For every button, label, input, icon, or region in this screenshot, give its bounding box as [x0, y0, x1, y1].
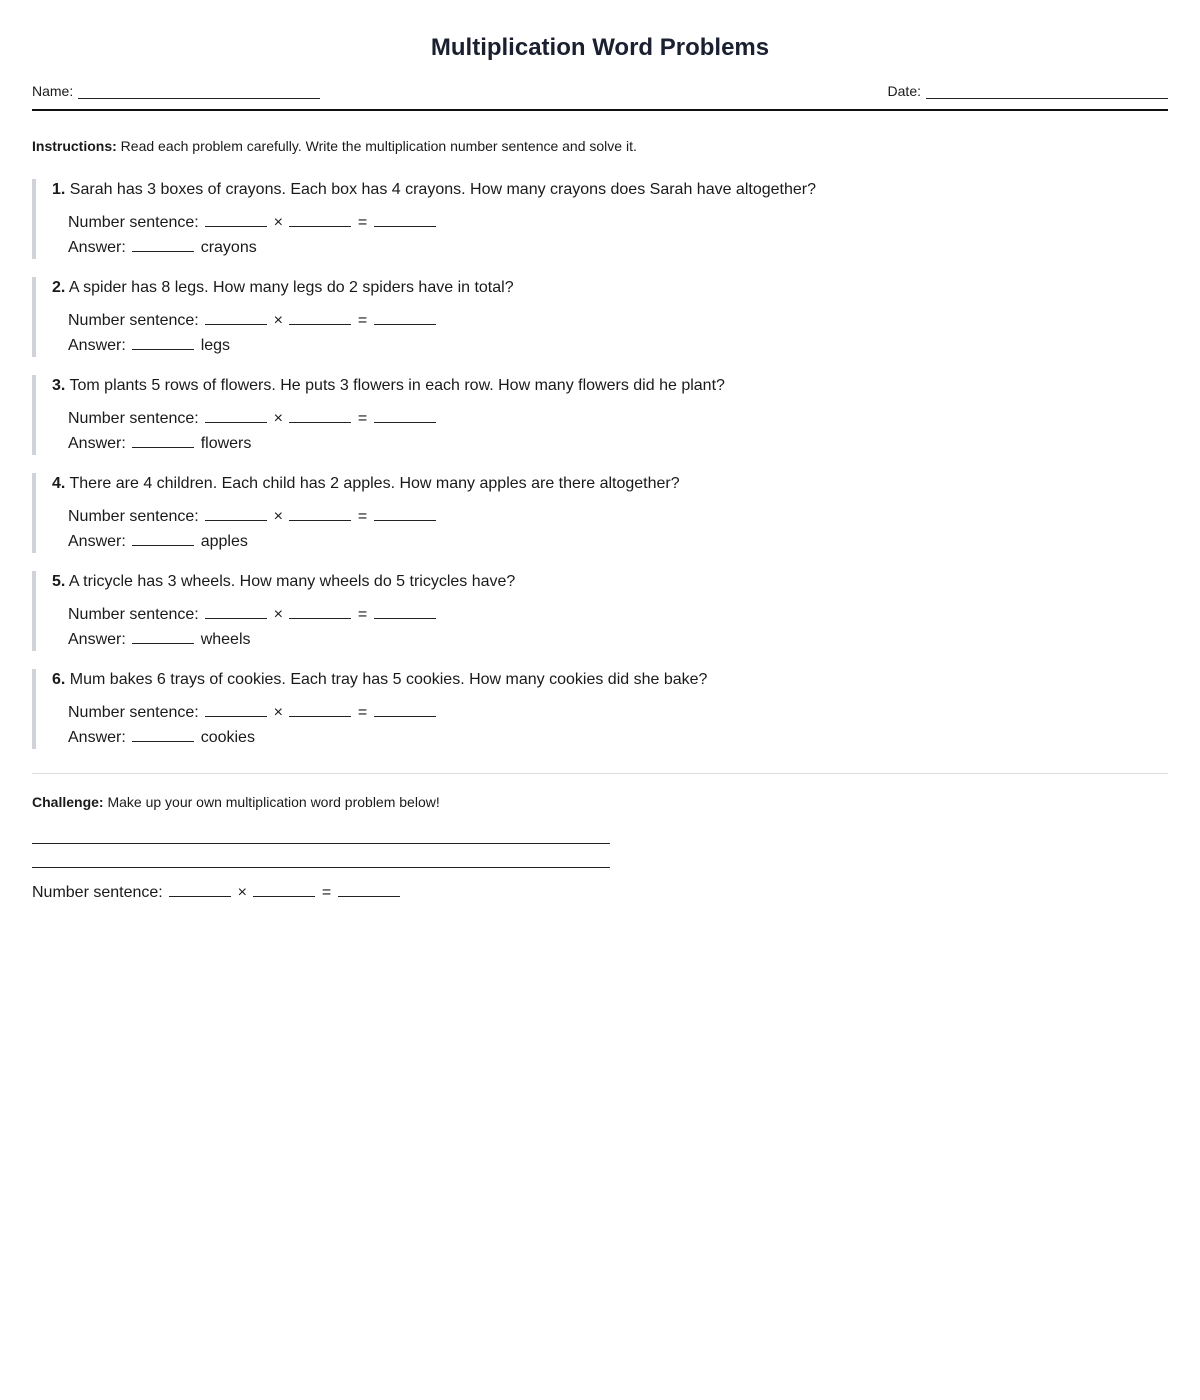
problem-text: Sarah has 3 boxes of crayons. Each box has 4 crayons. How many crayons does Sarah have altogether?: [65, 181, 816, 198]
factor-1-blank[interactable]: [205, 408, 267, 423]
problem-text: Tom plants 5 rows of flowers. He puts 3 flowers in each row. How many flowers did he plant?: [65, 377, 725, 394]
number-sentence: [52, 604, 1168, 625]
challenge-prompt: [32, 793, 1168, 811]
challenge-writing-line-2[interactable]: [32, 847, 610, 868]
answer-label: Answer:: [68, 435, 126, 452]
equals-symbol: =: [357, 312, 368, 329]
answer-label: Answer:: [68, 729, 126, 746]
number-sentence: [52, 212, 1168, 233]
name-field: [32, 83, 320, 99]
problem-question: [52, 473, 1168, 494]
factor-1-blank[interactable]: [205, 506, 267, 521]
answer-label: Answer:: [68, 337, 126, 354]
challenge-number-sentence: [32, 882, 1168, 903]
answer-unit: cookies: [200, 729, 255, 746]
answer-blank[interactable]: [132, 433, 194, 448]
equals-symbol: =: [357, 214, 368, 231]
answer-line: [52, 727, 1168, 748]
name-label: Name:: [32, 83, 74, 99]
problem-text: A spider has 8 legs. How many legs do 2 spiders have in total?: [65, 279, 514, 296]
product-blank[interactable]: [374, 702, 436, 717]
factor-2-blank[interactable]: [289, 212, 351, 227]
problem-item: [32, 473, 1168, 553]
problem-number: 2.: [52, 279, 66, 296]
problem-number: 6.: [52, 671, 66, 688]
times-symbol: ×: [273, 606, 283, 623]
number-sentence: [52, 408, 1168, 429]
name-blank[interactable]: [78, 84, 320, 99]
equals-symbol: =: [357, 704, 368, 721]
answer-label: Answer:: [68, 239, 126, 256]
answer-line: [52, 629, 1168, 650]
factor-2-blank[interactable]: [289, 604, 351, 619]
problem-item: [32, 571, 1168, 651]
times-symbol: ×: [273, 214, 283, 231]
problem-question: [52, 375, 1168, 396]
problem-item: [32, 277, 1168, 357]
date-blank[interactable]: [926, 84, 1168, 99]
factor-2-blank[interactable]: [289, 310, 351, 325]
answer-label: Answer:: [68, 533, 126, 550]
product-blank[interactable]: [374, 604, 436, 619]
problem-question: [52, 277, 1168, 298]
problem-number: 1.: [52, 181, 66, 198]
problem-item: [32, 375, 1168, 455]
equals-symbol: =: [357, 508, 368, 525]
number-sentence: [52, 506, 1168, 527]
number-sentence-label: Number sentence:: [68, 508, 199, 525]
problem-text: Mum bakes 6 trays of cookies. Each tray has 5 cookies. How many cookies did she bake?: [65, 671, 708, 688]
answer-label: Answer:: [68, 631, 126, 648]
factor-2-blank[interactable]: [289, 506, 351, 521]
problem-number: 3.: [52, 377, 66, 394]
answer-line: [52, 335, 1168, 356]
answer-unit: legs: [200, 337, 231, 354]
factor-1-blank[interactable]: [205, 212, 267, 227]
equals-symbol: =: [357, 410, 368, 427]
instructions-label: Instructions:: [32, 138, 117, 154]
number-sentence-label: Number sentence:: [68, 704, 199, 721]
answer-unit: apples: [200, 533, 248, 550]
instructions-text: Read each problem carefully. Write the multiplication number sentence and solve it.: [116, 138, 637, 154]
problem-number: 4.: [52, 475, 66, 492]
number-sentence: [52, 702, 1168, 723]
product-blank[interactable]: [338, 882, 400, 897]
problem-number: 5.: [52, 573, 66, 590]
factor-1-blank[interactable]: [169, 882, 231, 897]
challenge-text: Make up your own multiplication word problem below!: [103, 794, 440, 810]
challenge-label: Challenge:: [32, 794, 104, 810]
factor-2-blank[interactable]: [289, 702, 351, 717]
name-date-bar: [32, 83, 1168, 111]
equals-symbol: =: [357, 606, 368, 623]
number-sentence-label: Number sentence:: [68, 410, 199, 427]
problem-text: A tricycle has 3 wheels. How many wheels do 5 tricycles have?: [65, 573, 516, 590]
product-blank[interactable]: [374, 506, 436, 521]
times-symbol: ×: [237, 884, 247, 901]
number-sentence-label: Number sentence:: [68, 214, 199, 231]
times-symbol: ×: [273, 312, 283, 329]
problem-item: [32, 669, 1168, 749]
number-sentence: [52, 310, 1168, 331]
factor-1-blank[interactable]: [205, 310, 267, 325]
section-divider: [32, 773, 1168, 774]
date-field: [888, 83, 1168, 99]
date-label: Date:: [887, 83, 921, 99]
problem-item: [32, 179, 1168, 259]
number-sentence-label: Number sentence:: [32, 884, 163, 901]
factor-1-blank[interactable]: [205, 702, 267, 717]
answer-line: [52, 531, 1168, 552]
factor-2-blank[interactable]: [289, 408, 351, 423]
answer-blank[interactable]: [132, 335, 194, 350]
answer-blank[interactable]: [132, 727, 194, 742]
answer-blank[interactable]: [132, 237, 194, 252]
answer-unit: flowers: [200, 435, 252, 452]
answer-blank[interactable]: [132, 629, 194, 644]
answer-blank[interactable]: [132, 531, 194, 546]
problem-question: [52, 179, 1168, 200]
factor-2-blank[interactable]: [253, 882, 315, 897]
problem-question: [52, 571, 1168, 592]
instructions: [32, 137, 1168, 155]
answer-unit: crayons: [200, 239, 257, 256]
times-symbol: ×: [273, 410, 283, 427]
product-blank[interactable]: [374, 408, 436, 423]
answer-unit: wheels: [200, 631, 251, 648]
times-symbol: ×: [273, 508, 283, 525]
challenge-writing-line-1[interactable]: [32, 823, 610, 844]
times-symbol: ×: [273, 704, 283, 721]
problem-list: [32, 179, 1168, 749]
page-title: Multiplication Word Problems: [430, 34, 770, 61]
problem-question: [52, 669, 1168, 690]
product-blank[interactable]: [374, 310, 436, 325]
equals-symbol: =: [321, 884, 332, 901]
problem-text: There are 4 children. Each child has 2 apples. How many apples are there altogether?: [65, 475, 680, 492]
number-sentence-label: Number sentence:: [68, 312, 199, 329]
factor-1-blank[interactable]: [205, 604, 267, 619]
product-blank[interactable]: [374, 212, 436, 227]
answer-line: [52, 237, 1168, 258]
answer-line: [52, 433, 1168, 454]
number-sentence-label: Number sentence:: [68, 606, 199, 623]
